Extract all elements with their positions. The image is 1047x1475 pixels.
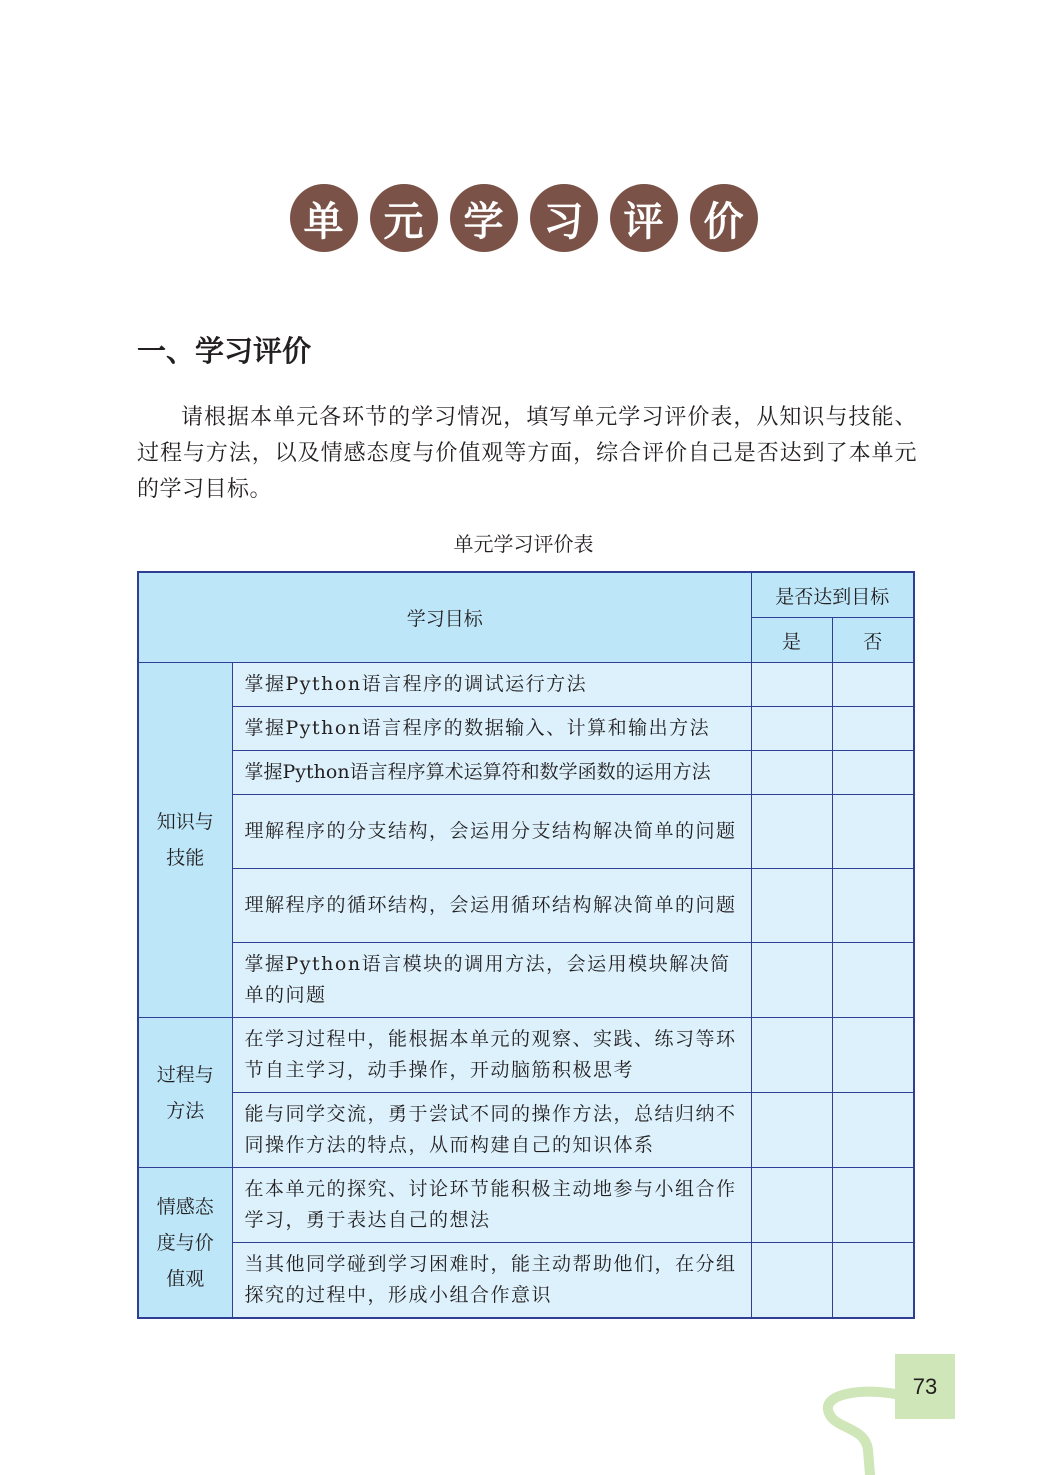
yes-checkbox-cell[interactable] [751, 1168, 832, 1243]
table-row [138, 1168, 914, 1243]
goal-cell: 掌握Python语言程序的调试运行方法 [232, 663, 751, 707]
no-checkbox-cell[interactable] [832, 943, 914, 1018]
yes-checkbox-cell[interactable] [751, 1018, 832, 1093]
table-row [138, 795, 914, 869]
category-label: 度与价 [156, 1231, 214, 1254]
no-checkbox-cell[interactable] [832, 1243, 914, 1319]
no-checkbox-cell[interactable] [832, 795, 914, 869]
evaluation-table [137, 571, 915, 1319]
no-checkbox-cell[interactable] [832, 1093, 914, 1168]
goal-cell: 在本单元的探究、讨论环节能积极主动地参与小组合作学习，勇于表达自己的想法 [232, 1168, 751, 1243]
category-label: 情感态 [156, 1195, 214, 1218]
yes-checkbox-cell[interactable] [751, 751, 832, 795]
yes-checkbox-cell[interactable] [751, 869, 832, 943]
goal-cell: 掌握Python语言程序的数据输入、计算和输出方法 [232, 707, 751, 751]
header-goal: 学习目标 [138, 572, 751, 663]
yes-checkbox-cell[interactable] [751, 707, 832, 751]
title-char: 习 [530, 184, 598, 252]
header-yes: 是 [751, 618, 832, 663]
yes-checkbox-cell[interactable] [751, 943, 832, 1018]
no-checkbox-cell[interactable] [832, 751, 914, 795]
goal-cell: 在学习过程中，能根据本单元的观察、实践、练习等环节自主学习，动手操作，开动脑筋积极思考 [232, 1018, 751, 1093]
title-char: 学 [450, 184, 518, 252]
unit-title [0, 184, 1047, 252]
category-label: 值观 [166, 1267, 205, 1290]
yes-checkbox-cell[interactable] [751, 795, 832, 869]
header-no: 否 [832, 618, 914, 663]
category-label: 知识与 [156, 811, 214, 833]
category-cell [138, 1018, 232, 1168]
table-body [138, 663, 914, 1319]
title-char: 单 [290, 184, 358, 252]
goal-cell: 理解程序的分支结构，会运用分支结构解决简单的问题 [232, 795, 751, 869]
goal-cell: 掌握Python语言程序算术运算符和数学函数的运用方法 [232, 751, 751, 795]
table-row [138, 943, 914, 1018]
goal-cell: 能与同学交流，勇于尝试不同的操作方法，总结归纳不同操作方法的特点，从而构建自己的知识体系 [232, 1093, 751, 1168]
no-checkbox-cell[interactable] [832, 707, 914, 751]
intro-paragraph: 请根据本单元各环节的学习情况，填写单元学习评价表，从知识与技能、过程与方法，以及情感态度与价值观等方面，综合评价自己是否达到了本单元的学习目标。 [137, 405, 917, 502]
table-row [138, 663, 914, 707]
goal-cell: 掌握Python语言模块的调用方法，会运用模块解决简单的问题 [232, 943, 751, 1018]
table-row [138, 751, 914, 795]
table-caption: 单元学习评价表 [453, 532, 594, 556]
no-checkbox-cell[interactable] [832, 869, 914, 943]
table-row [138, 1093, 914, 1168]
no-checkbox-cell[interactable] [832, 663, 914, 707]
title-char: 价 [690, 184, 758, 252]
header-achieved: 是否达到目标 [751, 572, 914, 618]
category-label: 方法 [166, 1099, 205, 1122]
category-label: 技能 [166, 847, 205, 869]
yes-checkbox-cell[interactable] [751, 1093, 832, 1168]
category-cell [138, 1168, 232, 1319]
no-checkbox-cell[interactable] [832, 1018, 914, 1093]
goal-cell: 当其他同学碰到学习困难时，能主动帮助他们，在分组探究的过程中，形成小组合作意识 [232, 1243, 751, 1319]
table-row [138, 707, 914, 751]
category-label: 过程与 [156, 1063, 214, 1086]
table-row [138, 1243, 914, 1319]
table-row [138, 1018, 914, 1093]
title-char: 元 [370, 184, 438, 252]
goal-cell: 理解程序的循环结构，会运用循环结构解决简单的问题 [232, 869, 751, 943]
category-cell [138, 663, 232, 1018]
table-row [138, 869, 914, 943]
section-heading: 一、学习评价 [137, 334, 312, 368]
no-checkbox-cell[interactable] [832, 1168, 914, 1243]
yes-checkbox-cell[interactable] [751, 663, 832, 707]
page-number: 73 [895, 1354, 955, 1419]
title-char: 评 [610, 184, 678, 252]
yes-checkbox-cell[interactable] [751, 1243, 832, 1319]
